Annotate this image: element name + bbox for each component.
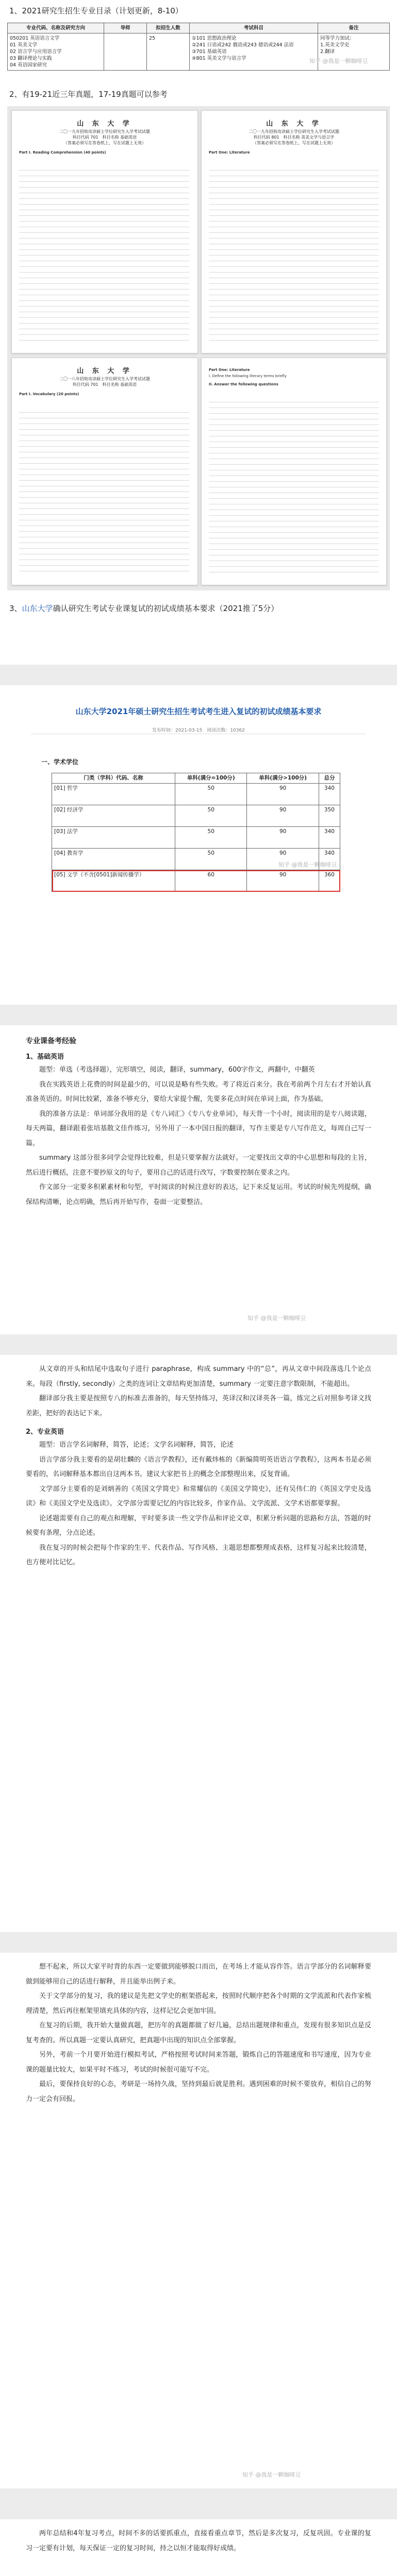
separator [0,1334,397,1355]
paragraph: 我在复习的时候会把每个作家的生平、代表作品、写作风格、主题思想都整理成表格，这样复习起来比较清楚，也方便对比记忆。 [26,1544,371,1566]
col-header-quota: 拟招生人数 [147,23,190,33]
exam-school: 山 东 大 学 [266,120,322,128]
separator [0,2488,397,2519]
paragraph: 另外，考前一个月要开始进行模拟考试，严格按照考试时间来答题，锻炼自己的答题速度和书写速度，因为专业课的题量比较大，如果平时不练习，考试的时候很可能写不完。 [26,2051,371,2074]
cell-discipline: [02] 经济学 [52,805,175,827]
section3-prefix: 3、 [9,604,22,613]
score-col-single-over100: 单科(满分>100分) [247,773,319,784]
exam-school: 山 东 大 学 [77,120,133,128]
exam-part: Part I. Reading Comprehension (40 points) [19,150,106,155]
exam-scans [7,106,390,590]
exam-text-lines [209,167,379,343]
separator [0,665,397,685]
score-doc-title: 山东大学2021年硕士研究生招生考试考生进入复试的初试成绩基本要求 [75,707,322,716]
cell-total: 360 [319,870,340,892]
panel-prep-3 [0,1953,397,2488]
section3-text: 确认研究生考试专业课复试的初试成绩基本要求（2021推了5分） [53,604,279,613]
exam-line: （答案必须写在答卷纸上，写在试题上无效） [63,141,146,145]
cell-single-over100: 90 [247,805,319,827]
separator [0,1932,397,1953]
watermark: 知乎 @我是一颗咖啡豆 [242,2471,301,2478]
prep-subtitle: 1、基础英语 [26,1053,64,1061]
exam-line: I. Define the following literary terms briefly [209,374,287,378]
cell-single-over100: 90 [247,784,319,805]
cell-major: 050201 英语语言文学 01 英美文学 02 语言学与应用语言学 03 翻译理论与实践 04 英语国家研究 [8,33,104,71]
exam-text-lines [209,399,379,574]
cell-quota: 25 [147,33,190,71]
section2-heading: 2、有19-21近三年真题，17-19真题可以参考 [9,90,168,99]
exam-line: 科目代码 701 科目名称 基础英语 [72,382,137,387]
exam-school: 山 东 大 学 [77,367,133,375]
exam-part: Part One: Literature [209,150,250,155]
paragraph: 我的准备方法是：单词部分我用的是《专八词汇》《专八专业单词》，每天背一个小时，阅读用的是专八阅读题，每天两篇，翻译跟着张培基散文佳作练习，另外用了一本中国日报的翻译，写作主要是专八写作范文，每周自己写一篇。 [26,1110,371,1147]
prep-text-4 [26,2527,371,2556]
cell-note: 同等学力加试： 1.英美文学史 2.翻译 [318,33,390,71]
prep-text-3 [26,1960,371,2107]
paragraph: 文学部分主要看的是刘炳善的《英国文学简史》和常耀信的《美国文学简史》，还有吴伟仁的《英国文学史及选读》和《美国文学史及选读》。文学部分需要记忆的内容比较多，作家作品、文学流派、文学术语都要掌握。 [26,1485,371,1507]
question-types: 题型：单选（考选择题），完形填空，阅读，翻译，summary，600字作文，两翻中，中翻英 [39,1066,315,1074]
exam-text-lines [19,410,189,574]
panel-prep-4 [0,2519,397,2576]
section3-heading [0,603,397,614]
score-doc-section: 一、学术学位 [41,758,79,766]
exam-line: （答案必须写在答卷纸上，写在试题上无效） [253,141,335,145]
panel-recruitment [0,0,397,665]
table-row [52,805,340,827]
cell-single-100: 60 [175,870,247,892]
separator [0,1005,397,1025]
prep-text-1 [26,1030,371,1210]
cell-discipline: [01] 哲学 [52,784,175,805]
prep-subtitle: 2、专业英语 [26,1428,64,1436]
exam-paper-2018-701 [11,358,198,585]
col-header-advisor: 导师 [104,23,147,33]
exam-part: II. Answer the following questions [209,382,278,386]
cell-single-100: 50 [175,827,247,849]
exam-line: 科目代码 801 科目名称 英美文学与语言学 [253,135,335,140]
cell-subjects: ①101 思想政治理论 ②241 日语或242 俄语或243 德语或244 法语 ③701 基础英语 ④801 英美文学与语言学 [190,33,318,71]
cell-single-over100: 90 [247,849,319,870]
cell-single-100: 50 [175,784,247,805]
panel-score-doc [0,685,397,1005]
watermark: 知乎 @我是一颗咖啡豆 [247,1315,306,1321]
cell-total: 340 [319,849,340,870]
table-row [52,784,340,805]
cell-single-over100: 90 [247,870,319,892]
score-table [52,773,340,892]
panel-prep-1 [0,1025,397,1334]
section1-heading: 1、2021研究生招生专业目录（计划更新，8-10） [9,6,183,15]
question-types: 题型：语言学名词解释，简答，论述；文学名词解释，简答，论述 [39,1441,234,1449]
cell-total: 350 [319,805,340,827]
paragraph: 想不起来，所以大家平时背的东西一定要做到能够脱口而出，在考场上才能从容作答。语言学部分的名词解释要做到能够用自己的话进行解释，并且能举出例子来。 [26,1963,371,1986]
exam-text-lines [19,167,189,343]
exam-paper-2019-801 [201,110,387,353]
prep-title: 专业课备考经验 [26,1037,76,1045]
col-header-note: 备注 [318,23,390,33]
exam-line: 科目代码 701 科目名称 基础英语 [72,135,137,140]
table-row [52,827,340,849]
paragraph: 关于文学部分的复习，我的建议是先把文学史的框架搭起来，按照时代顺序把各个时期的文学流派和代表作家梳理清楚，然后再往框架里填充具体的内容，这样记忆会更加牢固。 [26,1992,371,2015]
cell-discipline: [05] 文学（不含[0501]新闻传播学） [52,870,175,892]
score-doc-meta: 发布时间：2021-03-15 阅读次数：10362 [152,728,245,733]
paragraph: summary 这部分很多同学会觉得比较难，但是只要掌握方法就好。一定要找出文章的中心思想和每段的主旨，然后进行概括，注意不要抄原文的句子，要用自己的话进行改写，字数要控制在要求之内。 [26,1154,371,1177]
cell-single-100: 50 [175,805,247,827]
prep-text-2 [26,1362,371,1570]
exam-line: 二〇一九年招收攻读硕士学位研究生入学考试试题 [59,129,150,134]
score-col-total: 总分 [319,773,340,784]
shandong-university-link[interactable]: 山东大学 [22,604,53,613]
paragraph: 语言学部分我主要看的是胡壮麟的《语言学教程》，还有戴炜栋的《新编简明英语语言学教程》，这两本书是必须要看的，名词解释基本都出自这两本书。建议大家把书上的概念全部整理出来，反复背诵。 [26,1455,371,1478]
paragraph: 最后，要保持良好的心态，考研是一场持久战，坚持到最后就是胜利。遇到困难的时候不要放弃，相信自己的努力一定会有回报。 [26,2080,371,2103]
cell-single-over100: 90 [247,827,319,849]
exam-paper-2019-701 [11,110,198,353]
paragraph: 翻译部分我主要是按照专八的标准去准备的，每天坚持练习，英译汉和汉译英各一篇，练完之后对照参考译文找差距，把好的表达记下来。 [26,1395,371,1417]
exam-line: 二〇一九年招收攻读硕士学位研究生入学考试试题 [249,129,339,134]
paragraph: 两年总结和4年复习考点，时间不多的话要抓重点，直接看重点章节，然后是多次复习，反复巩固。专业课的复习一定要有计划，每天保证一定的复习时间，持之以恒才能取得好成绩。 [26,2530,371,2552]
watermark: 知乎 @我是一颗咖啡豆 [309,58,368,64]
watermark: 知乎 @我是一颗咖啡豆 [278,861,337,868]
cell-total: 340 [319,784,340,805]
paragraph: 论述题需要有自己的观点和理解，平时要多读一些文学作品和评论文章，积累分析问题的思路和方法，答题的时候要有条理，分点论述。 [26,1514,371,1537]
cell-single-100: 50 [175,849,247,870]
paragraph: 在复习的后期，我开始大量做真题，把历年的真题都做了好几遍，总结出题规律和重点，发现有很多知识点是反复考查的。所以真题一定要认真研究，把真题中出现的知识点全部掌握。 [26,2022,371,2044]
table-row-highlighted [52,870,340,892]
score-col-single-100: 单科(满分=100分) [175,773,247,784]
cell-discipline: [04] 教育学 [52,849,175,870]
col-header-major: 专业代码、名称及研究方向 [8,23,104,33]
exam-line: Part One: Literature [209,368,250,372]
cell-total: 340 [319,827,340,849]
cell-discipline: [03] 法学 [52,827,175,849]
paragraph: 作文部分一定要多积累素材和句型，平时阅读的时候注意好的表达，记下来反复运用。考试的时候先列提纲，确保结构清晰，论点明确，然后再开始写作，卷面一定要整洁。 [26,1183,371,1206]
exam-paper-2018-801 [201,358,387,585]
cell-advisor [104,33,147,71]
exam-line: 二〇一八年招收攻读硕士学位研究生入学考试试题 [59,377,150,381]
col-header-subjects: 考试科目 [190,23,318,33]
paragraph: 我在实践英语上花费的时间是最少的，可以说是略有些失败。考了将近百来分。我在考前两个月左右才开始认真准备英语的。时间比较紧，准备不够充分，要给大家提个醒，先要多花点时间在单词上面，作为基础。 [26,1080,371,1103]
panel-prep-2 [0,1355,397,1932]
score-col-discipline: 门类（学科）代码、名称 [52,773,175,784]
exam-part: Part I. Vocabulary (20 points) [19,392,79,396]
paragraph: 从文章的开头和结尾中选取句子进行 paraphrase，构成 summary 中的“总”，再从文章中间段落选几个论点来。每段（firstly, secondly）之类的连词让文章结构更加清楚，summary 一定要注意字数限制，不能超出。 [26,1365,371,1388]
